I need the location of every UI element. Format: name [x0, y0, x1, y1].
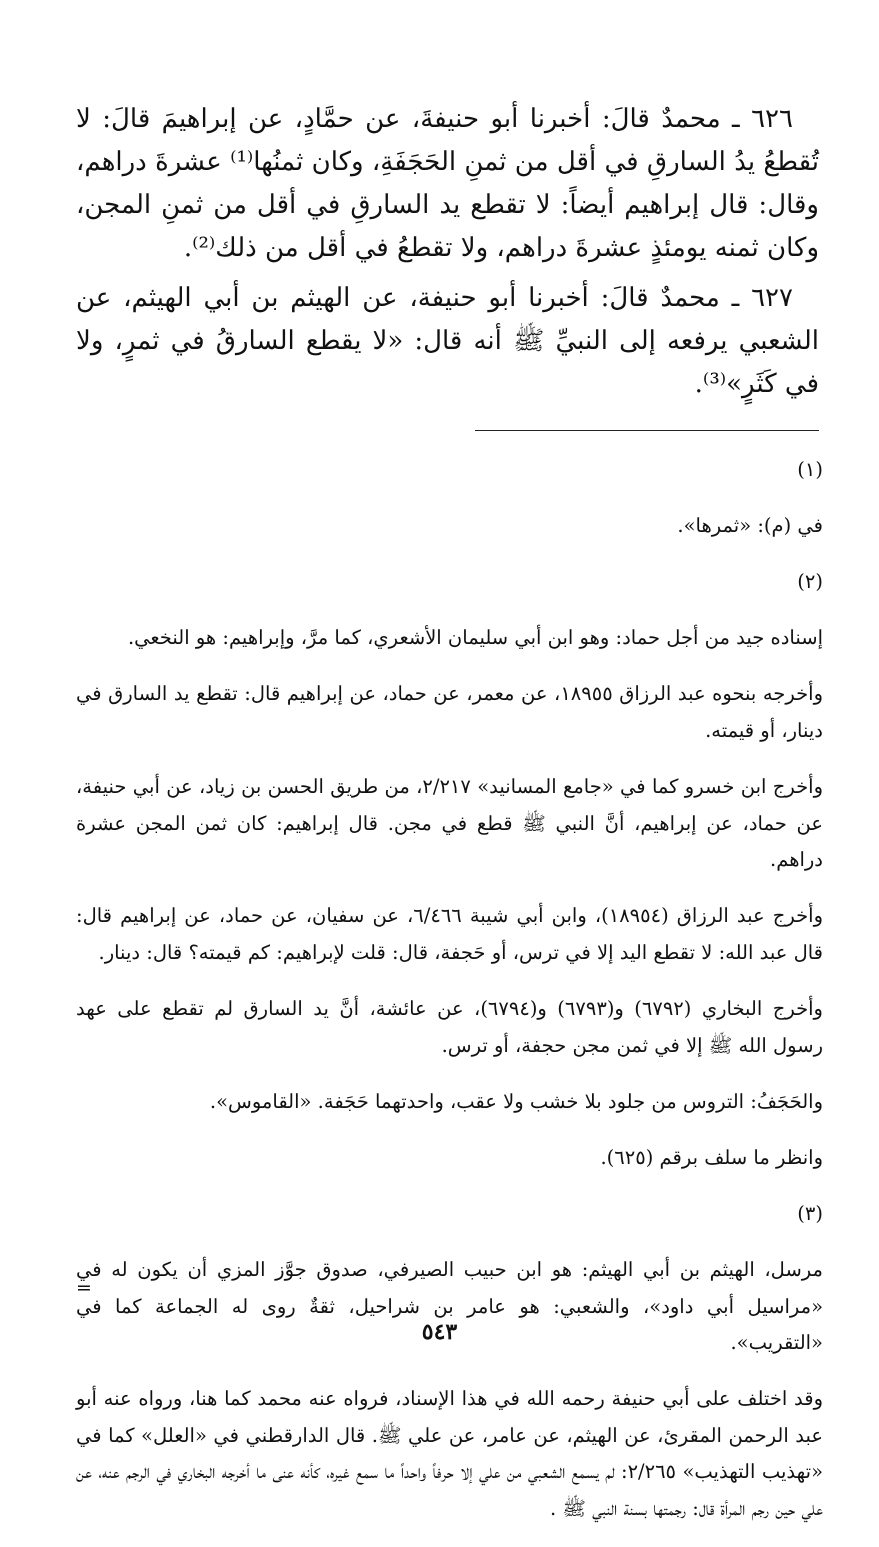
footnote-separator	[475, 430, 819, 431]
footnote-line: وأخرج ابن خسرو كما في «جامع المسانيد» ٢/٢١٧، من طريق الحسن بن زياد، عن أبي حنيفة، عن حماد، عن إبراهيم، أنَّ النبي ﷺ قطع في مجن. قال إبراهيم: كان ثمن المجن عشرة دراهم.	[76, 775, 823, 872]
footnote-2	[76, 564, 823, 1176]
footnote-line: والحَجَفُ: التروس من جلود بلا خشب ولا عقب، واحدتهما حَجَفة. «القاموس».	[209, 1089, 823, 1113]
footnote-line: وأخرجه بنحوه عبد الرزاق ١٨٩٥٥، عن معمر، عن حماد، عن إبراهيم قال: تقطع يد السارق في دينار، أو قيمته.	[76, 682, 823, 742]
hadith-626: ٦٢٦ ـ محمدٌ قالَ: أخبرنا أبو حنيفةَ، عن حمَّادٍ، عن إبراهيمَ قالَ: لا تُقطعُ يدُ السارقِ في أقل من ثمنِ الحَجَفَةِ، وكان ثمنُها⁽¹⁾ عشرةَ دراهم، وقال: قال إبراهيم أيضاً: لا تقطع يد السارقِ في أقل من ثمنِ المجن، وكان ثمنه يومئذٍ عشرةَ دراهم، ولا تقطعُ في أقل من ذلك⁽²⁾.	[76, 104, 819, 263]
footnote-line: إسناده جيد من أجل حماد: وهو ابن أبي سليمان الأشعري، كما مرَّ، وإبراهيم: هو النخعي.	[127, 626, 823, 650]
footnote-line: مرسل، الهيثم بن أبي الهيثم: هو ابن حبيب الصيرفي، صدوق جوَّز المزي أن يكون له في «مراسيل أبي داود»، والشعبي: هو عامر بن شراحيل، ثقةٌ روى له الجماعة كما في «التقريب».	[76, 1258, 823, 1355]
footnote-1	[76, 452, 823, 545]
footnote-number: (١)	[797, 458, 823, 481]
footnote-line: في (م): «ثمرها».	[677, 514, 823, 538]
footnote-3	[76, 1196, 823, 1528]
page-number: ٥٤٣	[421, 1319, 458, 1345]
main-text	[76, 98, 819, 413]
footnote-line: وأخرج عبد الرزاق (١٨٩٥٤)، وابن أبي شيبة ٦/٤٦٦، عن سفيان، عن حماد، عن إبراهيم قال: قال عبد الله: لا تقطع اليد إلا في ترس، أو حَجفة، قال: قلت لإبراهيم: كم قيمته؟ قال: دينار.	[76, 904, 823, 964]
hadith-627: ٦٢٧ ـ محمدٌ قالَ: أخبرنا أبو حنيفة، عن الهيثم بن أبي الهيثم، عن الشعبي يرفعه إلى النبيِّ ﷺ أنه قال: «لا يقطع السارقُ في ثمرٍ، ولا في كَثَرٍ»⁽³⁾.	[76, 283, 819, 399]
footnote-number: (٣)	[797, 1201, 823, 1225]
footnote-number: (٢)	[797, 570, 823, 594]
footnotes	[76, 452, 823, 1547]
footnote-line: وانظر ما سلف برقم (٦٢٥).	[600, 1145, 823, 1169]
footnote-line: وأخرج البخاري (٦٧٩٢) و(٦٧٩٣) و(٦٧٩٤)، عن عائشة، أنَّ يد السارق لم تقطع على عهد رسول الله ﷺ إلا في ثمن مجن حجفة، أو ترس.	[76, 997, 823, 1057]
continuation-mark: =	[76, 1277, 92, 1299]
footnote-line: وقد اختلف على أبي حنيفة رحمه الله في هذا الإسناد، فرواه عنه محمد كما هنا، ورواه عنه أبو عبد الرحمن المقرئ، عن الهيثم، عن عامر، عن علي ﷺ. قال الدارقطني في «العلل» كما في «تهذيب التهذيب» ٢/٢٦٥: لم يسمع الشعبي من علي إلا حرفاً واحداً ما سمع غيره، كأنه عنى ما أخرجه البخاري في الرجم عنه، عن علي حين رجم المرأة قال: رجمتها بسنة النبي ﷺ .	[76, 1387, 823, 1521]
